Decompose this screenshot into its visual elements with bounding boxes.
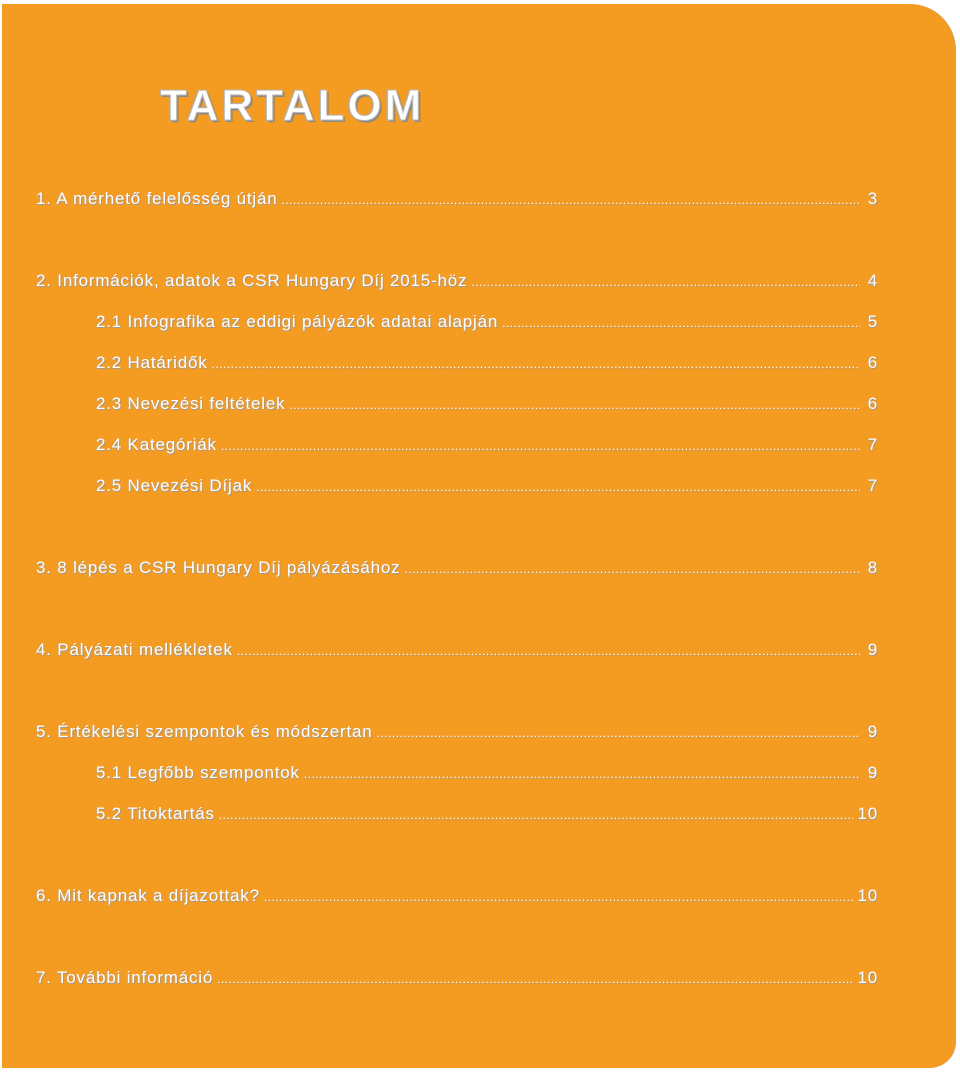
toc-entry-2-5[interactable] [96, 476, 878, 500]
toc-entry-label: 2. Információk, adatok a CSR Hungary Díj 2015-höz [36, 271, 468, 290]
toc-page-number: 3 [867, 189, 878, 208]
toc-page-number: 9 [867, 763, 878, 782]
dot-leader [304, 767, 860, 781]
dot-leader [217, 972, 853, 986]
toc-entry-label: 2.4 Kategóriák [96, 435, 217, 454]
toc-entry-2-3[interactable] [96, 394, 878, 418]
toc-entry-6[interactable] [36, 886, 878, 910]
toc-entry-2[interactable] [36, 271, 878, 295]
toc-entry-5[interactable] [36, 722, 878, 746]
toc-entry-label: 2.5 Nevezési Díjak [96, 476, 253, 495]
toc-page-number: 10 [857, 968, 878, 987]
toc-page-number: 7 [867, 435, 878, 454]
toc-entry-2-2[interactable] [96, 353, 878, 377]
toc-page-number: 7 [867, 476, 878, 495]
toc-entry-label: 3. 8 lépés a CSR Hungary Díj pályázásához [36, 558, 401, 577]
toc-page-number: 5 [867, 312, 878, 331]
page-title: TARTALOM [160, 81, 425, 130]
dot-leader [264, 890, 854, 904]
dot-leader [256, 480, 860, 494]
dot-leader [502, 316, 860, 330]
dot-leader [377, 726, 860, 740]
toc-entry-label: 2.2 Határidők [96, 353, 208, 372]
dot-leader [289, 398, 860, 412]
toc-entry-label: 5. Értékelési szempontok és módszertan [36, 722, 373, 741]
toc-entry-4[interactable] [36, 640, 878, 664]
toc-entry-5-1[interactable] [96, 763, 878, 787]
dot-leader [237, 644, 860, 658]
toc-page-number: 6 [867, 394, 878, 413]
dot-leader [282, 193, 860, 207]
toc-entry-label: 2.1 Infografika az eddigi pályázók adatai alapján [96, 312, 499, 331]
dot-leader [471, 275, 860, 289]
dot-leader [212, 357, 860, 371]
toc-page-number: 10 [857, 886, 878, 905]
toc-entry-label: 1. A mérhető felelősség útján [36, 189, 278, 208]
toc-entry-3[interactable] [36, 558, 878, 582]
toc-entry-label: 6. Mit kapnak a díjazottak? [36, 886, 260, 905]
toc-entry-1[interactable] [36, 189, 878, 213]
toc-entry-5-2[interactable] [96, 804, 878, 828]
dot-leader [219, 808, 854, 822]
toc-entry-label: 4. Pályázati mellékletek [36, 640, 233, 659]
toc-entry-label: 5.2 Titoktartás [96, 804, 215, 823]
toc-entry-label: 5.1 Legfőbb szempontok [96, 763, 300, 782]
toc-entry-2-4[interactable] [96, 435, 878, 459]
toc-entry-label: 7. További információ [36, 968, 214, 987]
toc-page-number: 4 [867, 271, 878, 290]
toc-entry-2-1[interactable] [96, 312, 878, 336]
toc-entry-label: 2.3 Nevezési feltételek [96, 394, 286, 413]
dot-leader [221, 439, 860, 453]
toc-page-number: 9 [867, 722, 878, 741]
dot-leader [404, 562, 860, 576]
toc-page-number: 6 [867, 353, 878, 372]
toc-page-number: 9 [867, 640, 878, 659]
toc-page-number: 10 [857, 804, 878, 823]
toc-entry-7[interactable] [36, 968, 878, 992]
toc-page-number: 8 [867, 558, 878, 577]
